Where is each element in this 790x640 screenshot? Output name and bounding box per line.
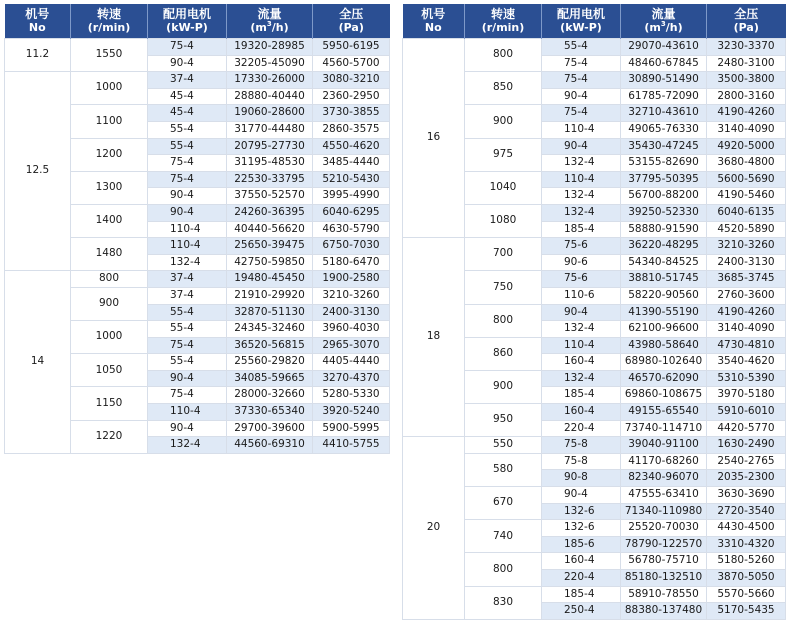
speed-cell: 860 — [465, 337, 542, 370]
flow-cell: 34085-59665 — [227, 370, 313, 387]
pressure-cell: 3730-3855 — [313, 105, 390, 122]
flow-cell: 40440-56620 — [227, 221, 313, 238]
model-number-cell: 12.5 — [5, 72, 71, 271]
pressure-cell: 3970-5180 — [707, 387, 786, 404]
flow-cell: 25560-29820 — [227, 354, 313, 371]
pressure-cell: 3540-4620 — [707, 354, 786, 371]
flow-cell: 58880-91590 — [621, 221, 707, 238]
speed-cell: 830 — [465, 586, 542, 619]
motor-cell: 55-4 — [148, 138, 227, 155]
flow-cell: 49155-65540 — [621, 404, 707, 421]
motor-cell: 110-6 — [542, 287, 621, 304]
motor-cell: 75-8 — [542, 437, 621, 454]
motor-cell: 132-4 — [542, 370, 621, 387]
flow-cell: 69860-108675 — [621, 387, 707, 404]
header-motor: 配用电机 (kW-P) — [542, 4, 621, 39]
speed-cell: 800 — [465, 304, 542, 337]
motor-cell: 90-4 — [542, 138, 621, 155]
pressure-cell: 2760-3600 — [707, 287, 786, 304]
flow-cell: 58220-90560 — [621, 287, 707, 304]
motor-cell: 90-6 — [542, 254, 621, 271]
speed-cell: 750 — [465, 271, 542, 304]
pressure-cell: 5280-5330 — [313, 387, 390, 404]
pressure-cell: 3230-3370 — [707, 39, 786, 56]
flow-cell: 78790-122570 — [621, 536, 707, 553]
table-row — [5, 72, 390, 89]
table-body-left — [5, 39, 390, 454]
flow-cell: 19060-28600 — [227, 105, 313, 122]
motor-cell: 90-4 — [542, 304, 621, 321]
pressure-cell: 4920-5000 — [707, 138, 786, 155]
header-model: 机号 No — [5, 4, 71, 39]
motor-cell: 75-6 — [542, 271, 621, 288]
pressure-cell: 3140-4090 — [707, 121, 786, 138]
flow-cell: 42750-59850 — [227, 254, 313, 271]
speed-cell: 1080 — [465, 204, 542, 237]
flow-cell: 37795-50395 — [621, 171, 707, 188]
motor-cell: 75-4 — [148, 387, 227, 404]
flow-cell: 47555-63410 — [621, 487, 707, 504]
pressure-cell: 4420-5770 — [707, 420, 786, 437]
motor-cell: 90-8 — [542, 470, 621, 487]
speed-cell: 1550 — [71, 39, 148, 72]
pressure-cell: 3995-4990 — [313, 188, 390, 205]
pressure-cell: 2360-2950 — [313, 88, 390, 105]
motor-cell: 75-4 — [542, 55, 621, 72]
motor-cell: 75-4 — [148, 39, 227, 56]
motor-cell: 45-4 — [148, 88, 227, 105]
motor-cell: 90-4 — [148, 370, 227, 387]
pressure-cell: 5570-5660 — [707, 586, 786, 603]
pressure-cell: 2540-2765 — [707, 453, 786, 470]
table-row — [5, 271, 390, 288]
flow-cell: 29070-43610 — [621, 39, 707, 56]
spec-table-right — [402, 4, 786, 620]
speed-cell: 580 — [465, 453, 542, 486]
speed-cell: 1220 — [71, 420, 148, 453]
flow-cell: 54340-84525 — [621, 254, 707, 271]
pressure-cell: 3685-3745 — [707, 271, 786, 288]
pressure-cell: 4560-5700 — [313, 55, 390, 72]
pressure-cell: 3080-3210 — [313, 72, 390, 89]
pressure-cell: 4410-5755 — [313, 437, 390, 454]
pressure-cell: 4430-4500 — [707, 520, 786, 537]
pressure-cell: 4630-5790 — [313, 221, 390, 238]
motor-cell: 132-4 — [148, 437, 227, 454]
pressure-cell: 4550-4620 — [313, 138, 390, 155]
flow-cell: 82340-96070 — [621, 470, 707, 487]
motor-cell: 185-4 — [542, 387, 621, 404]
motor-cell: 132-4 — [148, 254, 227, 271]
motor-cell: 110-4 — [542, 337, 621, 354]
motor-cell: 185-4 — [542, 221, 621, 238]
table-row — [403, 238, 786, 255]
motor-cell: 110-4 — [148, 221, 227, 238]
motor-cell: 132-4 — [542, 204, 621, 221]
table-header-right — [403, 4, 786, 39]
motor-cell: 220-4 — [542, 570, 621, 587]
motor-cell: 75-8 — [542, 453, 621, 470]
speed-cell: 1200 — [71, 138, 148, 171]
motor-cell: 37-4 — [148, 271, 227, 288]
flow-cell: 71340-110980 — [621, 503, 707, 520]
speed-cell: 1040 — [465, 171, 542, 204]
motor-cell: 132-4 — [542, 155, 621, 172]
pressure-cell: 3630-3690 — [707, 487, 786, 504]
pressure-cell: 4190-5460 — [707, 188, 786, 205]
speed-cell: 1000 — [71, 72, 148, 105]
motor-cell: 220-4 — [542, 420, 621, 437]
flow-cell: 32710-43610 — [621, 105, 707, 122]
header-model: 机号 No — [403, 4, 465, 39]
motor-cell: 75-4 — [542, 105, 621, 122]
motor-cell: 90-4 — [148, 55, 227, 72]
speed-cell: 1150 — [71, 387, 148, 420]
pressure-cell: 5310-5390 — [707, 370, 786, 387]
flow-cell: 24345-32460 — [227, 321, 313, 338]
motor-cell: 160-4 — [542, 404, 621, 421]
flow-cell: 32870-51130 — [227, 304, 313, 321]
flow-cell: 39250-52330 — [621, 204, 707, 221]
motor-cell: 75-4 — [148, 171, 227, 188]
motor-cell: 55-4 — [148, 354, 227, 371]
speed-cell: 700 — [465, 238, 542, 271]
flow-cell: 35430-47245 — [621, 138, 707, 155]
motor-cell: 37-4 — [148, 287, 227, 304]
pressure-cell: 2400-3130 — [313, 304, 390, 321]
speed-cell: 850 — [465, 72, 542, 105]
motor-cell: 55-4 — [542, 39, 621, 56]
pressure-cell: 3270-4370 — [313, 370, 390, 387]
motor-cell: 132-4 — [542, 321, 621, 338]
table-row — [5, 39, 390, 56]
flow-cell: 19480-45450 — [227, 271, 313, 288]
pressure-cell: 2720-3540 — [707, 503, 786, 520]
flow-cell: 73740-114710 — [621, 420, 707, 437]
flow-cell: 31195-48530 — [227, 155, 313, 172]
pressure-cell: 5170-5435 — [707, 603, 786, 620]
motor-cell: 75-6 — [542, 238, 621, 255]
pressure-cell: 6750-7030 — [313, 238, 390, 255]
pressure-cell: 5210-5430 — [313, 171, 390, 188]
pressure-cell: 4520-5890 — [707, 221, 786, 238]
pressure-cell: 5950-6195 — [313, 39, 390, 56]
pressure-cell: 2965-3070 — [313, 337, 390, 354]
pressure-cell: 5910-6010 — [707, 404, 786, 421]
pressure-cell: 3140-4090 — [707, 321, 786, 338]
pressure-cell: 1630-2490 — [707, 437, 786, 454]
speed-cell: 800 — [465, 39, 542, 72]
flow-cell: 39040-91100 — [621, 437, 707, 454]
pressure-cell: 6040-6295 — [313, 204, 390, 221]
motor-cell: 110-4 — [542, 121, 621, 138]
table-row — [403, 437, 786, 454]
pressure-cell: 6040-6135 — [707, 204, 786, 221]
speed-cell: 1050 — [71, 354, 148, 387]
table-body-right — [403, 39, 786, 620]
speed-cell: 740 — [465, 520, 542, 553]
pressure-cell: 2400-3130 — [707, 254, 786, 271]
header-speed: 转速 (r/min) — [465, 4, 542, 39]
model-number-cell: 11.2 — [5, 39, 71, 72]
pressure-cell: 3500-3800 — [707, 72, 786, 89]
flow-cell: 56780-75710 — [621, 553, 707, 570]
speed-cell: 900 — [465, 370, 542, 403]
spec-table-left — [4, 4, 390, 454]
flow-cell: 88380-137480 — [621, 603, 707, 620]
motor-cell: 110-4 — [542, 171, 621, 188]
flow-cell: 25520-70030 — [621, 520, 707, 537]
pressure-cell: 3870-5050 — [707, 570, 786, 587]
flow-cell: 28880-40440 — [227, 88, 313, 105]
header-flow: 流量 $(m^3/h)$ — [621, 4, 707, 39]
pressure-cell: 5180-5260 — [707, 553, 786, 570]
flow-cell: 37330-65340 — [227, 404, 313, 421]
pressure-cell: 3310-4320 — [707, 536, 786, 553]
flow-cell: 21910-29920 — [227, 287, 313, 304]
motor-cell: 185-6 — [542, 536, 621, 553]
flow-cell: 32205-45090 — [227, 55, 313, 72]
flow-cell: 46570-62090 — [621, 370, 707, 387]
flow-cell: 28000-32660 — [227, 387, 313, 404]
motor-cell: 75-4 — [148, 337, 227, 354]
flow-cell: 56700-88200 — [621, 188, 707, 205]
flow-cell: 41170-68260 — [621, 453, 707, 470]
flow-cell: 44560-69310 — [227, 437, 313, 454]
motor-cell: 90-4 — [148, 420, 227, 437]
pressure-cell: 4730-4810 — [707, 337, 786, 354]
speed-cell: 1300 — [71, 171, 148, 204]
table-header-left — [5, 4, 390, 39]
header-motor: 配用电机 (kW-P) — [148, 4, 227, 39]
flow-cell: 62100-96600 — [621, 321, 707, 338]
flow-cell: 20795-27730 — [227, 138, 313, 155]
pressure-cell: 3920-5240 — [313, 404, 390, 421]
motor-cell: 90-4 — [148, 188, 227, 205]
flow-cell: 24260-36395 — [227, 204, 313, 221]
motor-cell: 132-6 — [542, 503, 621, 520]
model-number-cell: 16 — [403, 39, 465, 238]
motor-cell: 185-4 — [542, 586, 621, 603]
table-row — [403, 39, 786, 56]
pressure-cell: 5900-5995 — [313, 420, 390, 437]
motor-cell: 110-4 — [148, 404, 227, 421]
motor-cell: 160-4 — [542, 354, 621, 371]
speed-cell: 900 — [465, 105, 542, 138]
pressure-cell: 5600-5690 — [707, 171, 786, 188]
motor-cell: 90-4 — [542, 88, 621, 105]
pressure-cell: 2480-3100 — [707, 55, 786, 72]
motor-cell: 160-4 — [542, 553, 621, 570]
header-pressure: 全压 (Pa) — [313, 4, 390, 39]
pressure-cell: 3680-4800 — [707, 155, 786, 172]
motor-cell: 55-4 — [148, 304, 227, 321]
flow-cell: 48460-67845 — [621, 55, 707, 72]
speed-cell: 670 — [465, 487, 542, 520]
speed-cell: 1000 — [71, 321, 148, 354]
flow-cell: 22530-33795 — [227, 171, 313, 188]
pressure-cell: 3485-4440 — [313, 155, 390, 172]
flow-cell: 68980-102640 — [621, 354, 707, 371]
flow-cell: 38810-51745 — [621, 271, 707, 288]
flow-cell: 58910-78550 — [621, 586, 707, 603]
pressure-cell: 2035-2300 — [707, 470, 786, 487]
flow-cell: 36520-56815 — [227, 337, 313, 354]
motor-cell: 132-6 — [542, 520, 621, 537]
flow-cell: 36220-48295 — [621, 238, 707, 255]
pressure-cell: 2860-3575 — [313, 121, 390, 138]
flow-cell: 31770-44480 — [227, 121, 313, 138]
motor-cell: 55-4 — [148, 321, 227, 338]
flow-cell: 25650-39475 — [227, 238, 313, 255]
flow-cell: 85180-132510 — [621, 570, 707, 587]
header-pressure: 全压 (Pa) — [707, 4, 786, 39]
speed-cell: 975 — [465, 138, 542, 171]
pressure-cell: 4190-4260 — [707, 105, 786, 122]
model-number-cell: 14 — [5, 271, 71, 454]
speed-cell: 1100 — [71, 105, 148, 138]
speed-cell: 1400 — [71, 204, 148, 237]
flow-cell: 49065-76330 — [621, 121, 707, 138]
pressure-cell: 1900-2580 — [313, 271, 390, 288]
speed-cell: 900 — [71, 287, 148, 320]
flow-cell: 43980-58640 — [621, 337, 707, 354]
header-speed: 转速 (r/min) — [71, 4, 148, 39]
pressure-cell: 3210-3260 — [707, 238, 786, 255]
pressure-cell: 3210-3260 — [313, 287, 390, 304]
pressure-cell: 5180-6470 — [313, 254, 390, 271]
motor-cell: 75-4 — [542, 72, 621, 89]
motor-cell: 75-4 — [148, 155, 227, 172]
speed-cell: 800 — [71, 271, 148, 288]
flow-cell: 19320-28985 — [227, 39, 313, 56]
pressure-cell: 4405-4440 — [313, 354, 390, 371]
motor-cell: 90-4 — [542, 487, 621, 504]
model-number-cell: 18 — [403, 238, 465, 437]
flow-cell: 61785-72090 — [621, 88, 707, 105]
speed-cell: 800 — [465, 553, 542, 586]
speed-cell: 950 — [465, 404, 542, 437]
flow-cell: 29700-39600 — [227, 420, 313, 437]
motor-cell: 45-4 — [148, 105, 227, 122]
motor-cell: 132-4 — [542, 188, 621, 205]
pressure-cell: 2800-3160 — [707, 88, 786, 105]
speed-cell: 550 — [465, 437, 542, 454]
flow-cell: 37550-52570 — [227, 188, 313, 205]
motor-cell: 250-4 — [542, 603, 621, 620]
header-flow: 流量 $(m^3/h)$ — [227, 4, 313, 39]
pressure-cell: 3960-4030 — [313, 321, 390, 338]
flow-cell: 41390-55190 — [621, 304, 707, 321]
motor-cell: 90-4 — [148, 204, 227, 221]
speed-cell: 1480 — [71, 238, 148, 271]
motor-cell: 55-4 — [148, 121, 227, 138]
flow-cell: 17330-26000 — [227, 72, 313, 89]
pressure-cell: 4190-4260 — [707, 304, 786, 321]
motor-cell: 37-4 — [148, 72, 227, 89]
flow-cell: 30890-51490 — [621, 72, 707, 89]
model-number-cell: 20 — [403, 437, 465, 620]
flow-cell: 53155-82690 — [621, 155, 707, 172]
motor-cell: 110-4 — [148, 238, 227, 255]
